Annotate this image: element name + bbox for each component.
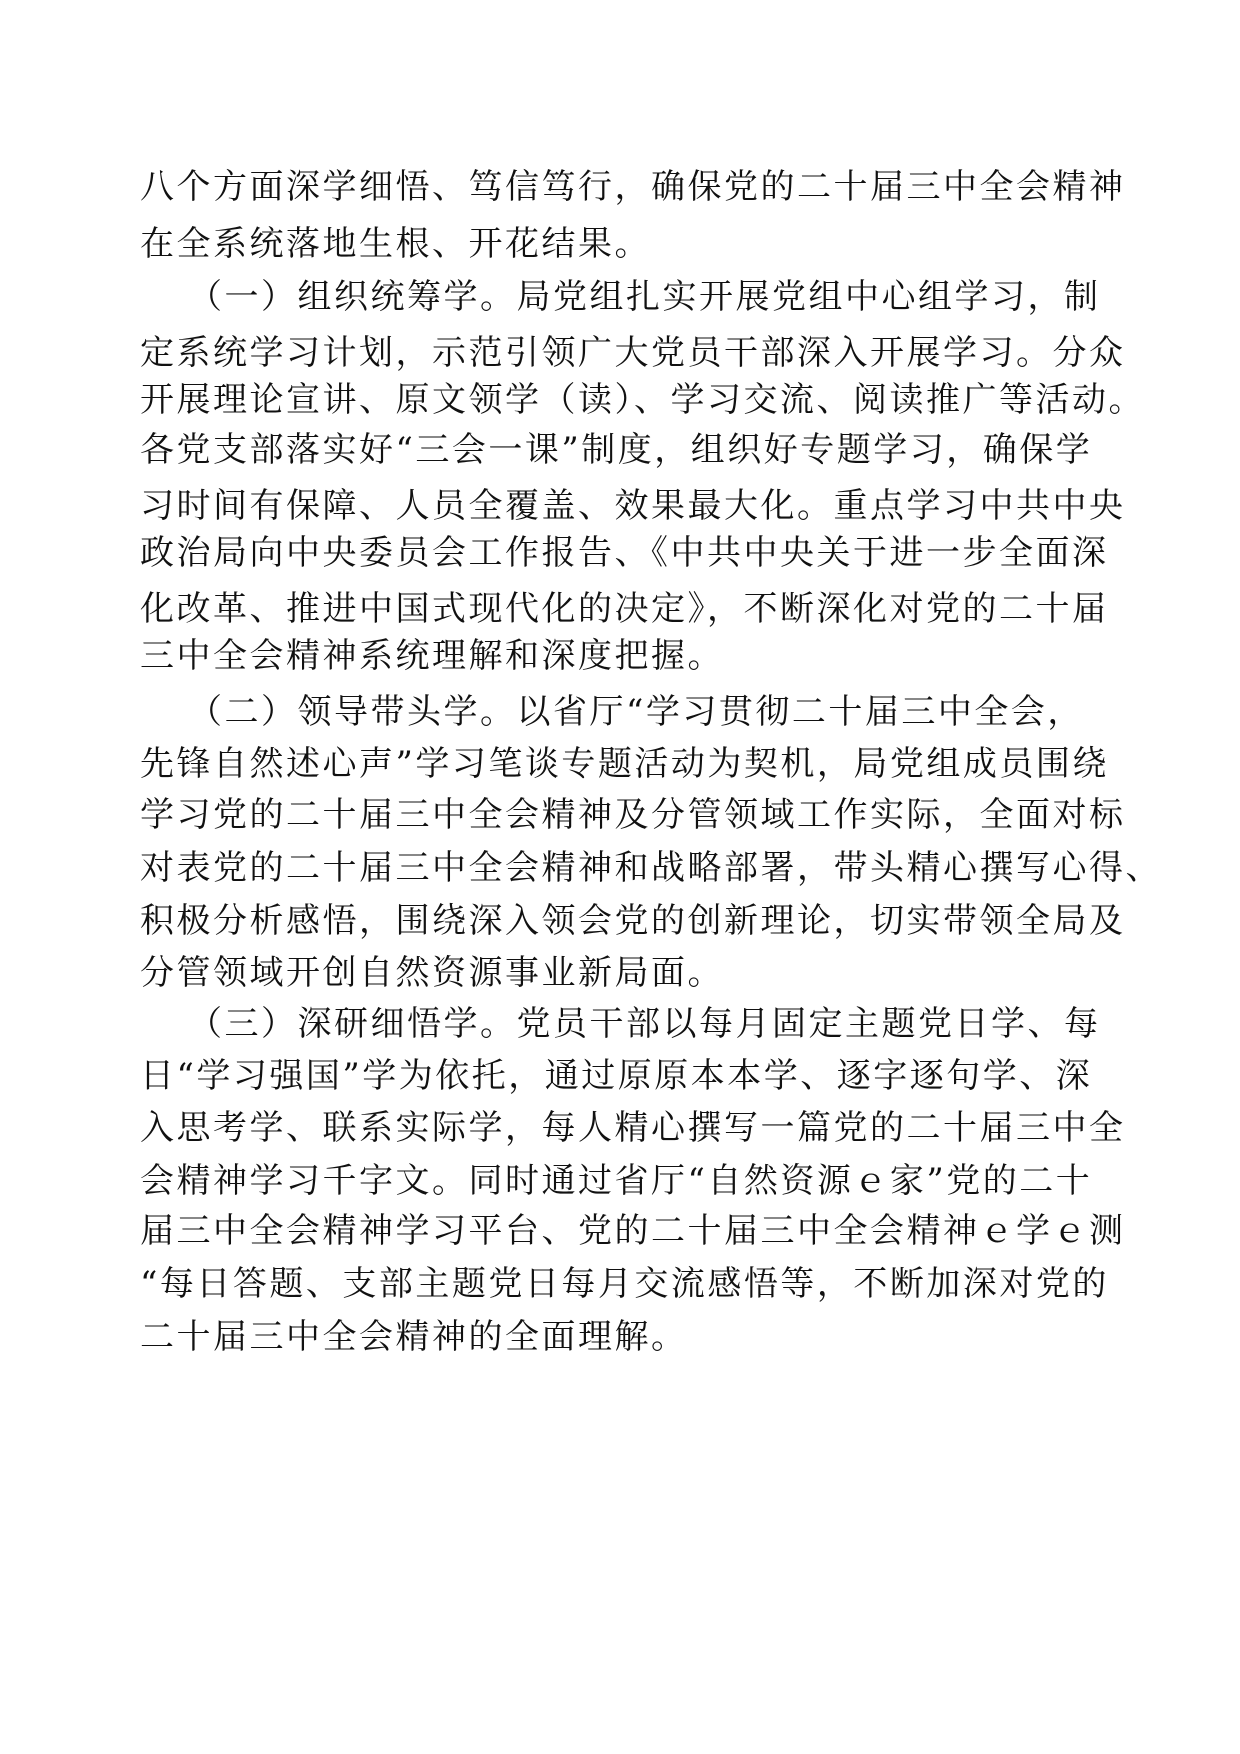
text-line [0, 995, 1240, 1053]
section-1-line: 各党支部落实好“三会一课”制度，组织好专题学习，确保学 [140, 430, 1093, 470]
section-1-line: 政治局向中央委员会工作报告、《中共中央关于进一步全面深 [140, 533, 1109, 573]
section-2-heading-line: （二）领导带头学。以省厅“学习贯彻二十届三中全会， [188, 692, 1084, 732]
section-2-line: 分管领域开创自然资源事业新局面。 [140, 953, 724, 993]
text-line [0, 215, 1240, 273]
intro-line-1: 八个方面深学细悟、笃信笃行，确保党的二十届三中全会精神 [140, 167, 1126, 207]
text-line [0, 158, 1240, 216]
section-1-line: 化改革、推进中国式现代化的决定》，不断深化对党的二十届 [140, 589, 1109, 629]
text-line [0, 1308, 1240, 1366]
text-line [0, 839, 1240, 897]
text-line [0, 627, 1240, 685]
section-3-line: 届三中全会精神学习平台、党的二十届三中全会精神ｅ学ｅ测 [140, 1211, 1126, 1251]
text-line [0, 944, 1240, 1002]
text-line [0, 786, 1240, 844]
section-2-line: 积极分析感悟，围绕深入领会党的创新理论，切实带领全局及 [140, 901, 1126, 941]
text-line [0, 1255, 1240, 1313]
text-line [0, 735, 1240, 793]
section-1-line: 习时间有保障、人员全覆盖、效果最大化。重点学习中共中央 [140, 486, 1126, 526]
section-1-heading-line: （一）组织统筹学。局党组扎实开展党组中心组学习，制 [188, 277, 1101, 317]
text-line [0, 1202, 1240, 1260]
intro-line-2: 在全系统落地生根、开花结果。 [140, 224, 651, 264]
section-3-line: 日“学习强国”学为依托，通过原原本本学、逐字逐句学、深 [140, 1056, 1093, 1096]
section-3-line: “每日答题、支部主题党日每月交流感悟等，不断加深对党的 [140, 1264, 1109, 1304]
section-3-heading-line: （三）深研细悟学。党员干部以每月固定主题党日学、每 [188, 1004, 1101, 1044]
section-3-line: 入思考学、联系实际学，每人精心撰写一篇党的二十届三中全 [140, 1108, 1126, 1148]
section-1-line: 定系统学习计划，示范引领广大党员干部深入开展学习。分众 [140, 333, 1126, 373]
section-1-line: 三中全会精神系统理解和深度把握。 [140, 636, 724, 676]
text-line [0, 892, 1240, 950]
text-line [0, 524, 1240, 582]
section-3-line: 会精神学习千字文。同时通过省厅“自然资源ｅ家”党的二十 [140, 1161, 1093, 1201]
section-2-line: 对表党的二十届三中全会精神和战略部署，带头精心撰写心得、 [140, 848, 1162, 888]
text-line [0, 421, 1240, 479]
text-line [0, 683, 1240, 741]
section-1-line: 开展理论宣讲、原文领学（读）、学习交流、阅读推广等活动。 [140, 380, 1145, 420]
section-2-line: 先锋自然述心声”学习笔谈专题活动为契机，局党组成员围绕 [140, 744, 1109, 784]
section-3-line: 二十届三中全会精神的全面理解。 [140, 1317, 688, 1357]
text-line [0, 268, 1240, 326]
text-line [0, 1099, 1240, 1157]
section-2-line: 学习党的二十届三中全会精神及分管领域工作实际，全面对标 [140, 795, 1126, 835]
text-line [0, 1047, 1240, 1105]
